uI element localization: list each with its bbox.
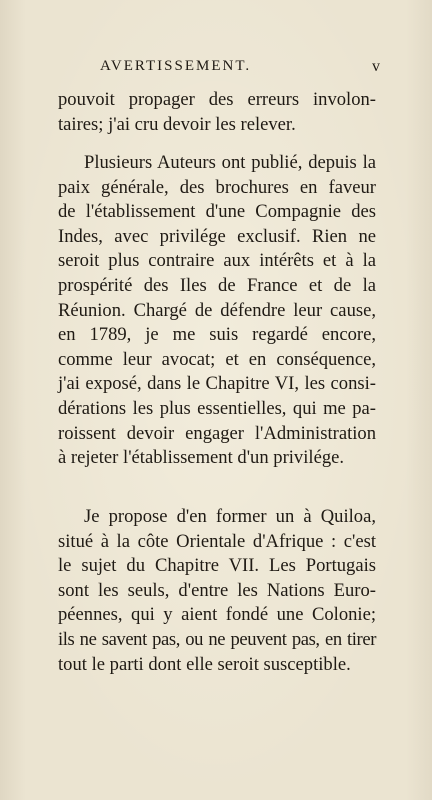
text-line: situé à la côte Orientale d'Afrique : c'est [58,530,376,552]
text-line: ils ne savent pas, ou ne peuvent pas, en tirer [58,628,376,650]
text-line: roissent devoir engager l'Administration [58,422,376,444]
text-line: comme leur avocat; et en conséquence, [58,348,376,370]
text-line: j'ai exposé, dans le Chapitre VI, les consi- [58,373,376,395]
text-line: le sujet du Chapitre VII. Les Portugais [58,555,376,577]
text-line: de l'établissement d'une Compagnie des [58,201,376,223]
text-line: tout le parti dont elle seroit susceptible. [58,653,351,675]
text-line: seroit plus contraire aux intérêts et à la [58,250,376,272]
text-line: dérations les plus essentielles, qui me pa- [58,397,376,419]
text-line: Indes, avec privilége exclusif. Rien ne [58,225,376,247]
text-line: en 1789, je me suis regardé encore, [58,324,376,346]
page-number: v [372,58,380,75]
text-line: Plusieurs Auteurs ont publié, depuis la [84,152,376,173]
text-line: paix générale, des brochures en faveur [58,176,376,198]
text-line: péennes, qui y aient fondé une Colonie; [58,604,376,626]
text-line: Je propose d'en former un à Quiloa, [84,506,376,527]
text-line: sont les seuls, d'entre les Nations Euro- [58,579,376,601]
text-line: Réunion. Chargé de défendre leur cause, [58,299,376,321]
text-line: taires; j'ai cru devoir les relever. [58,113,296,135]
text-line: pouvoit propager des erreurs involon- [58,89,376,110]
running-title: AVERTISSEMENT. [100,58,252,74]
text-line: prospérité des Iles de France et de la [58,274,376,296]
paragraph-compagnie-des-indes [58,151,376,471]
text-line: à rejeter l'établissement d'un privilége. [58,447,345,469]
paragraph-quiloa [58,505,376,677]
paragraph-continuation [58,88,376,137]
running-header [100,58,380,82]
